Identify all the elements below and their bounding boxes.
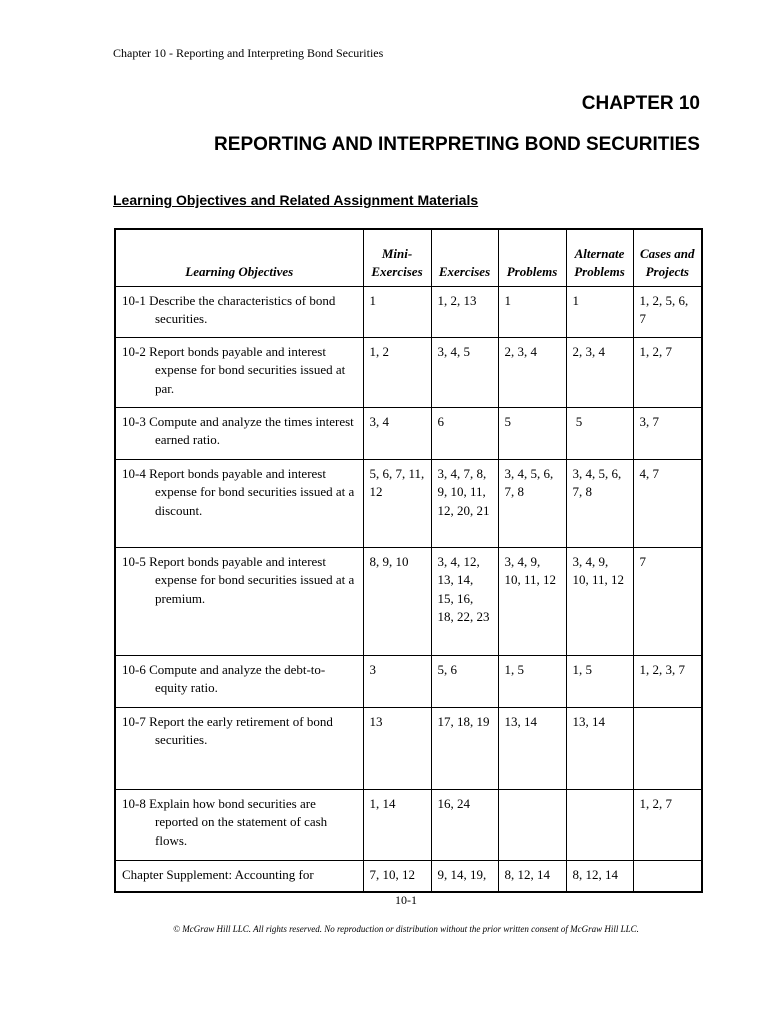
exercises-cell: 6 [431, 407, 498, 459]
table-row [115, 407, 702, 459]
problems-cell [498, 789, 566, 860]
exercises-cell: 9, 14, 19, [431, 860, 498, 892]
mini-exercises-cell: 3 [363, 655, 431, 707]
mini-exercises-cell: 3, 4 [363, 407, 431, 459]
mini-exercises-cell: 8, 9, 10 [363, 547, 431, 655]
exercises-cell: 1, 2, 13 [431, 286, 498, 337]
problems-cell: 3, 4, 9, 10, 11, 12 [498, 547, 566, 655]
table-row [115, 286, 702, 337]
page-number: 10-1 [395, 893, 417, 907]
cases-projects-cell: 4, 7 [633, 459, 702, 547]
section-heading: Learning Objectives and Related Assignment Materials [113, 192, 479, 208]
exercises-cell: 3, 4, 12, 13, 14, 15, 16, 18, 22, 23 [431, 547, 498, 655]
cases-projects-cell: 7 [633, 547, 702, 655]
exercises-cell: 5, 6 [431, 655, 498, 707]
chapter-title: REPORTING AND INTERPRETING BOND SECURITIES [214, 134, 700, 155]
problems-cell: 3, 4, 5, 6, 7, 8 [498, 459, 566, 547]
exercises-cell: 3, 4, 5 [431, 337, 498, 407]
copyright-notice: © McGraw Hill LLC. All rights reserved. No reproduction or distribution without the prior written consent of McGraw Hill LLC. [173, 924, 639, 934]
objective-cell: 10-4 Report bonds payable and interest expense for bond securities issued at a discount. [115, 459, 363, 547]
objective-cell: 10-7 Report the early retirement of bond securities. [115, 707, 363, 789]
objective-cell: 10-1 Describe the characteristics of bond securities. [115, 286, 363, 337]
exercises-cell: 16, 24 [431, 789, 498, 860]
alternate-problems-cell: 8, 12, 14 [566, 860, 633, 892]
problems-cell: 13, 14 [498, 707, 566, 789]
table-row [115, 789, 702, 860]
mini-exercises-cell: 5, 6, 7, 11, 12 [363, 459, 431, 547]
mini-exercises-cell: 13 [363, 707, 431, 789]
alternate-problems-cell: 3, 4, 5, 6, 7, 8 [566, 459, 633, 547]
alternate-problems-cell [566, 789, 633, 860]
mini-exercises-cell: 1 [363, 286, 431, 337]
objective-cell: 10-3 Compute and analyze the times interest earned ratio. [115, 407, 363, 459]
objective-cell: Chapter Supplement: Accounting for [115, 860, 363, 892]
alternate-problems-cell: 3, 4, 9, 10, 11, 12 [566, 547, 633, 655]
cases-projects-cell [633, 860, 702, 892]
problems-cell: 8, 12, 14 [498, 860, 566, 892]
mini-exercises-cell: 1, 2 [363, 337, 431, 407]
table-row [115, 459, 702, 547]
cases-projects-cell [633, 707, 702, 789]
cases-projects-cell: 1, 2, 5, 6, 7 [633, 286, 702, 337]
header-alternate-problems: Alternate Problems [566, 229, 633, 286]
exercises-cell: 17, 18, 19 [431, 707, 498, 789]
learning-objectives-table [114, 228, 703, 893]
alternate-problems-cell: 5 [566, 407, 633, 459]
objective-cell: 10-8 Explain how bond securities are reported on the statement of cash flows. [115, 789, 363, 860]
objective-cell: 10-5 Report bonds payable and interest expense for bond securities issued at a premium. [115, 547, 363, 655]
cases-projects-cell: 1, 2, 3, 7 [633, 655, 702, 707]
table-row [115, 707, 702, 789]
mini-exercises-cell: 1, 14 [363, 789, 431, 860]
objective-cell: 10-6 Compute and analyze the debt-to-equity ratio. [115, 655, 363, 707]
header-mini-exercises: Mini- Exercises [363, 229, 431, 286]
alternate-problems-cell: 1 [566, 286, 633, 337]
alternate-problems-cell: 1, 5 [566, 655, 633, 707]
table-row [115, 337, 702, 407]
cases-projects-cell: 1, 2, 7 [633, 789, 702, 860]
problems-cell: 1, 5 [498, 655, 566, 707]
cases-projects-cell: 1, 2, 7 [633, 337, 702, 407]
problems-cell: 1 [498, 286, 566, 337]
header-learning-objectives: Learning Objectives [115, 229, 363, 286]
table-row [115, 547, 702, 655]
objective-cell: 10-2 Report bonds payable and interest expense for bond securities issued at par. [115, 337, 363, 407]
header-exercises: Exercises [431, 229, 498, 286]
problems-cell: 2, 3, 4 [498, 337, 566, 407]
alternate-problems-cell: 13, 14 [566, 707, 633, 789]
table-row [115, 655, 702, 707]
cases-projects-cell: 3, 7 [633, 407, 702, 459]
header-problems: Problems [498, 229, 566, 286]
problems-cell: 5 [498, 407, 566, 459]
running-head: Chapter 10 - Reporting and Interpreting Bond Securities [113, 46, 384, 60]
exercises-cell: 3, 4, 7, 8, 9, 10, 11, 12, 20, 21 [431, 459, 498, 547]
table-row [115, 860, 702, 892]
chapter-number: CHAPTER 10 [581, 93, 700, 114]
header-cases-projects: Cases and Projects [633, 229, 702, 286]
alternate-problems-cell: 2, 3, 4 [566, 337, 633, 407]
mini-exercises-cell: 7, 10, 12 [363, 860, 431, 892]
table-header-row [115, 229, 702, 286]
